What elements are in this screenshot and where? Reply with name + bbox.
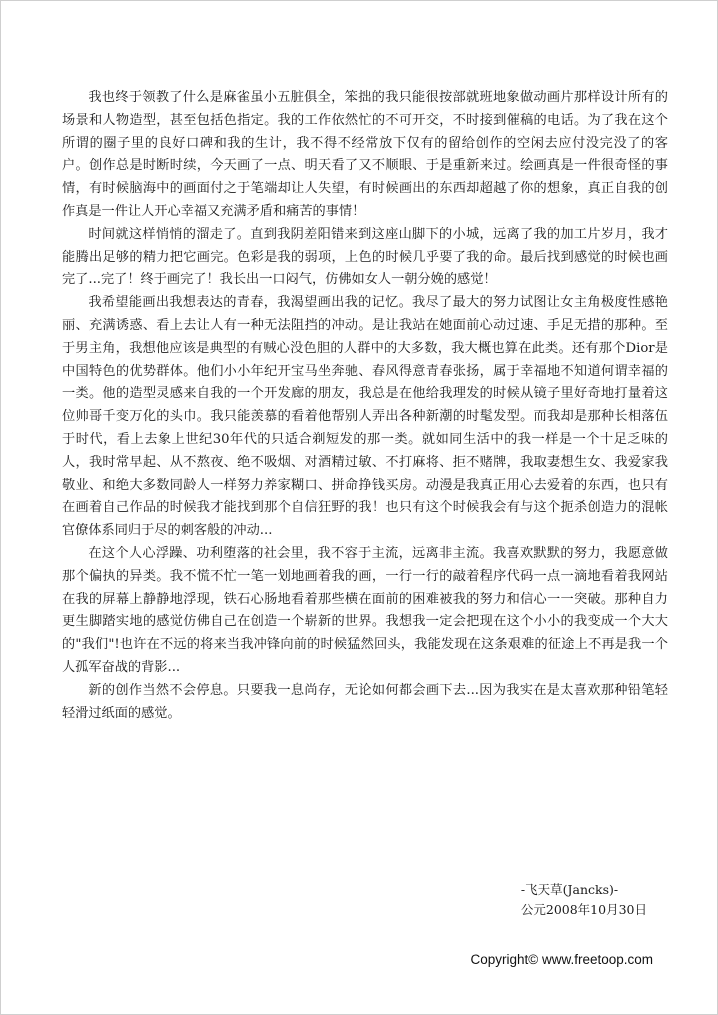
paragraph-1: 我也终于领教了什么是麻雀虽小五脏俱全，笨拙的我只能很按部就班地象做动画片那样设计所有的场景和人物造型，甚至包括色指定。我的工作依然忙的不可开交，不时接到催稿的电话。为了我在这个所谓的圈子里的良好口碑和我的生计，我不得不经常放下仅有的留给创作的空闲去应付没完没了的客户。创作总是时断时续，今天画了一点、明天看了又不顺眼、于是重新来过。绘画真是一件很奇怪的事情，有时候脑海中的画面付之于笔端却让人失望，有时候画出的东西却超越了你的想象，真正自我的创作真是一件让人开心幸福又充满矛盾和痛苦的事情！ bbox=[62, 90, 668, 219]
paragraph-4: 在这个人心浮躁、功利堕落的社会里，我不容于主流，远离非主流。我喜欢默默的努力，我愿意做那个偏执的异类。我不慌不忙一笔一划地画着我的画，一行一行的敲着程序代码一点一滴地看着我网站在我的屏幕上静静地浮现，铁石心肠地看着那些横在面前的困难被我的努力和信心一一突破。那种自力更生脚踏实地的感觉仿佛自己在创造一个崭新的世界。我想我一定会把现在这个小小的我变成一个大大的"我们"!也许在不远的将来当我冲锋向前的时候猛然回头，我能发现在这条艰难的征途上不再是我一个人孤军奋战的背影... bbox=[62, 545, 668, 675]
paragraph-2: 时间就这样悄悄的溜走了。直到我阴差阳错来到这座山脚下的小城，远离了我的加工片岁月，我才能腾出足够的精力把它画完。色彩是我的弱项，上色的时候几乎要了我的命。最后找到感觉的时候也画完了...完了！终于画完了！我长出一口闷气，仿佛如女人一朝分娩的感觉！ bbox=[62, 226, 668, 288]
signature-date: 公元2008年10月30日 bbox=[520, 902, 647, 917]
copyright-footer: Copyright© www.freetoop.com bbox=[470, 952, 653, 967]
signature-block bbox=[521, 880, 647, 920]
paragraph-5: 新的创作当然不会停息。只要我一息尚存，无论如何都会画下去...因为我实在是太喜欢那种铅笔轻轻滑过纸面的感觉。 bbox=[62, 682, 668, 721]
paragraph-3: 我希望能画出我想表达的青春，我渴望画出我的记忆。我尽了最大的努力试图让女主角极度性感艳丽、充满诱惑、看上去让人有一种无法阻挡的冲动。是让我站在她面前心动过速、手足无措的那种。至于男主角，我想他应该是典型的有贼心没色胆的人群中的大多数，我大概也算在此类。还有那个Dior是中国特色的优势群体。他们小小年纪开宝马坐奔驰、春风得意青春张扬，属于幸福地不知道何谓幸福的一类。他的造型灵感来自我的一个开发廊的朋友，我总是在他给我理发的时候从镜子里好奇地打量着这位帅哥千变万化的头巾。我只能羡慕的看着他帮别人弄出各种新潮的时髦发型。而我却是那种长相落伍于时代，看上去象上世纪30年代的只适合剃短发的那一类。就如同生活中的我一样是一个十足乏味的人，我时常早起、从不熬夜、绝不吸烟、对酒精过敏、不打麻将、拒不赌牌，我取妻想生女、我爱家我敬业、和绝大多数同龄人一样努力养家糊口、拼命挣钱买房。动漫是我真正用心去爱着的东西，也只有在画着自己作品的时候我才能找到那个自信狂野的我！也只有这个时候我会有与这个扼杀创造力的混帐官僚体系同归于尽的刺客般的冲动... bbox=[62, 295, 668, 539]
article-body bbox=[62, 87, 668, 725]
author-name: -飞天草(Jancks)- bbox=[520, 882, 619, 897]
